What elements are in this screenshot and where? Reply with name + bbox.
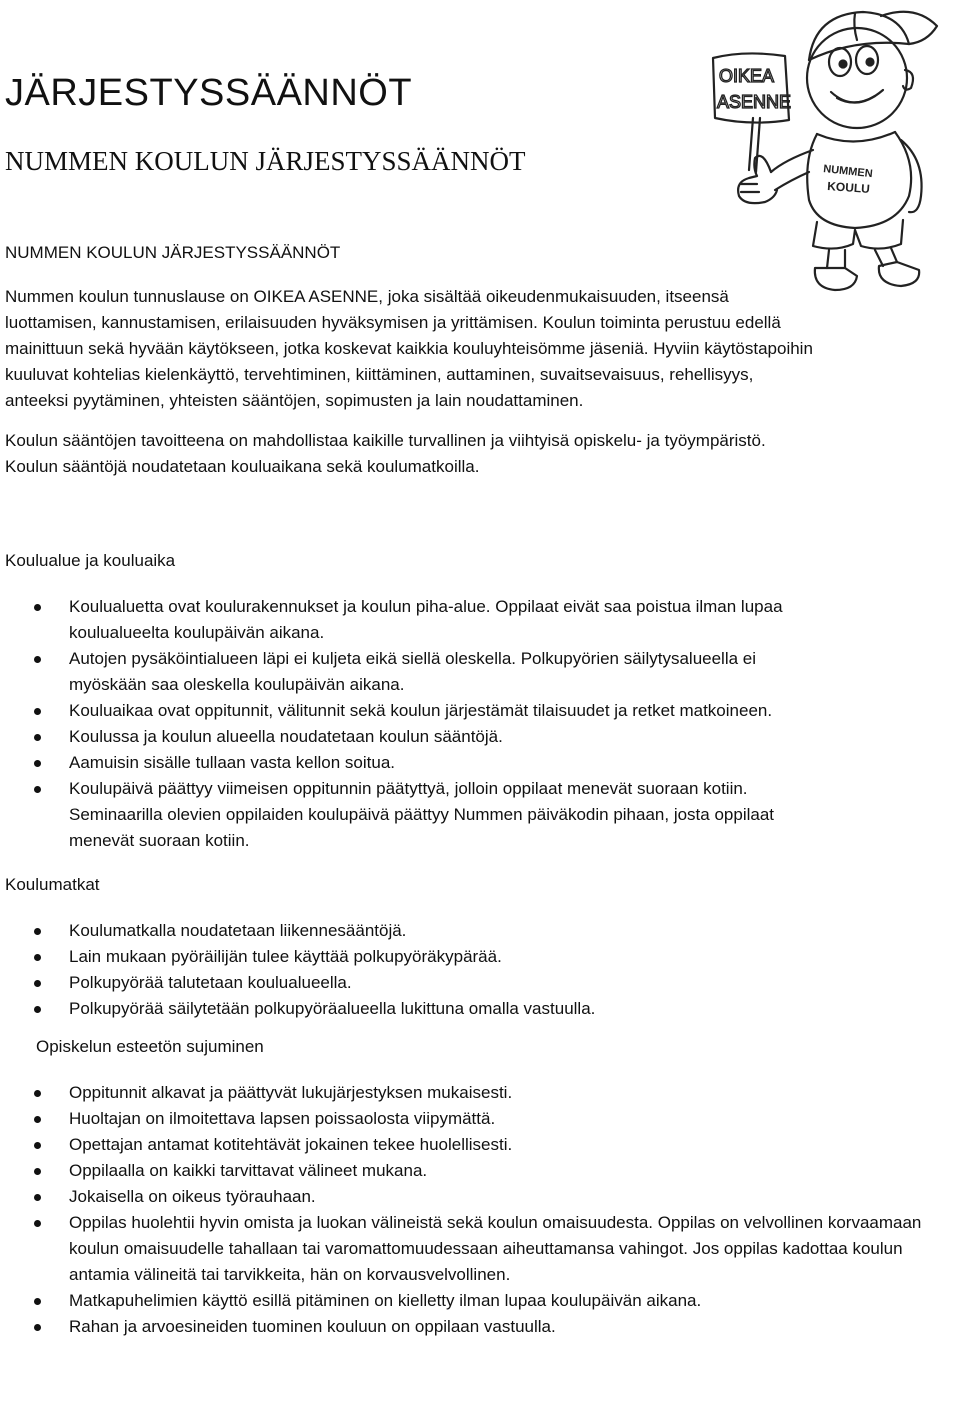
- section-heading-study: Opiskelun esteetön sujuminen: [36, 1037, 264, 1056]
- list-item: Oppitunnit alkavat ja päättyvät lukujärjestyksen mukaisesti.: [5, 1080, 940, 1106]
- document-title: JÄRJESTYSSÄÄNNÖT: [5, 72, 413, 114]
- travel-rules-list: [5, 918, 905, 1022]
- list-item: Opettajan antamat kotitehtävät jokainen tekee huolellisesti.: [5, 1132, 940, 1158]
- section-heading-travel: Koulumatkat: [5, 875, 100, 894]
- section-heading-area: Koulualue ja kouluaika: [5, 551, 176, 570]
- study-rules-list: [5, 1080, 940, 1340]
- list-item: Kouluaikaa ovat oppitunnit, välitunnit sekä koulun järjestämät tilaisuudet ja retket matkoineen.: [5, 698, 795, 724]
- list-item: Polkupyörää säilytetään polkupyöräalueella lukittuna omalla vastuulla.: [5, 996, 905, 1022]
- list-item: Oppilas huolehtii hyvin omista ja luokan välineistä sekä koulun omaisuudesta. Oppilas on velvollinen korvaamaan koulun omaisuudelle tahallaan tai varomattomuudessaan aiheuttamansa vahingot. Jos oppilas kadottaa koulun antamia välineitä tai tarvikkeita, hän on korvausvelvollinen.: [5, 1210, 940, 1288]
- list-item: Koulualuetta ovat koulurakennukset ja koulun piha-alue. Oppilaat eivät saa poistua ilman lupaa koulualueelta koulupäivän aikana.: [5, 594, 795, 646]
- list-item: Polkupyörää talutetaan koulualueella.: [5, 970, 905, 996]
- list-item: Lain mukaan pyöräilijän tulee käyttää polkupyöräkypärää.: [5, 944, 905, 970]
- shirt-text-line1: NUMMEN: [822, 163, 874, 181]
- list-item: Koulupäivä päättyy viimeisen oppitunnin päätyttyä, jolloin oppilaat menevät suoraan kotiin. Seminaarilla olevien oppilaiden koulupäivä päättyy Nummen päiväkodin pihaan, josta oppilaat menevät suoraan kotiin.: [5, 776, 795, 854]
- intro-heading: NUMMEN KOULUN JÄRJESTYSSÄÄNNÖT: [5, 243, 341, 262]
- intro-paragraph-2: Koulun sääntöjen tavoitteena on mahdollistaa kaikille turvallinen ja viihtyisä opiskelu- ja työympäristö. Koulun sääntöjä noudatetaan kouluaikana sekä koulumatkoilla.: [5, 431, 766, 476]
- document-subtitle: NUMMEN KOULUN JÄRJESTYSSÄÄNNÖT: [5, 146, 526, 176]
- area-rules-list: [5, 594, 795, 854]
- list-item: Matkapuhelimien käyttö esillä pitäminen on kielletty ilman lupaa koulupäivän aikana.: [5, 1288, 940, 1314]
- document-body: [5, 240, 940, 1340]
- list-item: Koulussa ja koulun alueella noudatetaan koulun sääntöjä.: [5, 724, 795, 750]
- sign-text-line1: OIKEA: [719, 66, 775, 86]
- list-item: Koulumatkalla noudatetaan liikennesääntöjä.: [5, 918, 905, 944]
- list-item: Huoltajan on ilmoitettava lapsen poissaolosta viipymättä.: [5, 1106, 940, 1132]
- list-item: Autojen pysäköintialueen läpi ei kuljeta eikä siellä oleskella. Polkupyörien säilytysalueella ei myöskään saa oleskella koulupäivän aikana.: [5, 646, 795, 698]
- list-item: Oppilaalla on kaikki tarvittavat välineet mukana.: [5, 1158, 940, 1184]
- intro-paragraph-1: Nummen koulun tunnuslause on OIKEA ASENNE, joka sisältää oikeudenmukaisuuden, itseensä luottamisen, kannustamisen, erilaisuuden hyväksymisen ja yrittämisen. Koulun toiminta perustuu edellä mainittuun sekä hyvään käytökseen, jotka koskevat kaikkia kouluyhteisömme jäseniä. Hyviin käytöstapoihin kuuluvat kohtelias kielenkäyttö, tervehtiminen, kiittäminen, auttaminen, suvaitsevaisuus, rehellisyys, anteeksi pyytäminen, yhteisten sääntöjen, sopimusten ja lain noudattaminen.: [5, 287, 813, 410]
- list-item: Jokaisella on oikeus työrauhaan.: [5, 1184, 940, 1210]
- list-item: Aamuisin sisälle tullaan vasta kellon soitua.: [5, 750, 795, 776]
- list-item: Rahan ja arvoesineiden tuominen kouluun on oppilaan vastuulla.: [5, 1314, 940, 1340]
- sign-text-line2: ASENNE: [717, 92, 792, 112]
- shirt-text-line2: KOULU: [826, 179, 871, 196]
